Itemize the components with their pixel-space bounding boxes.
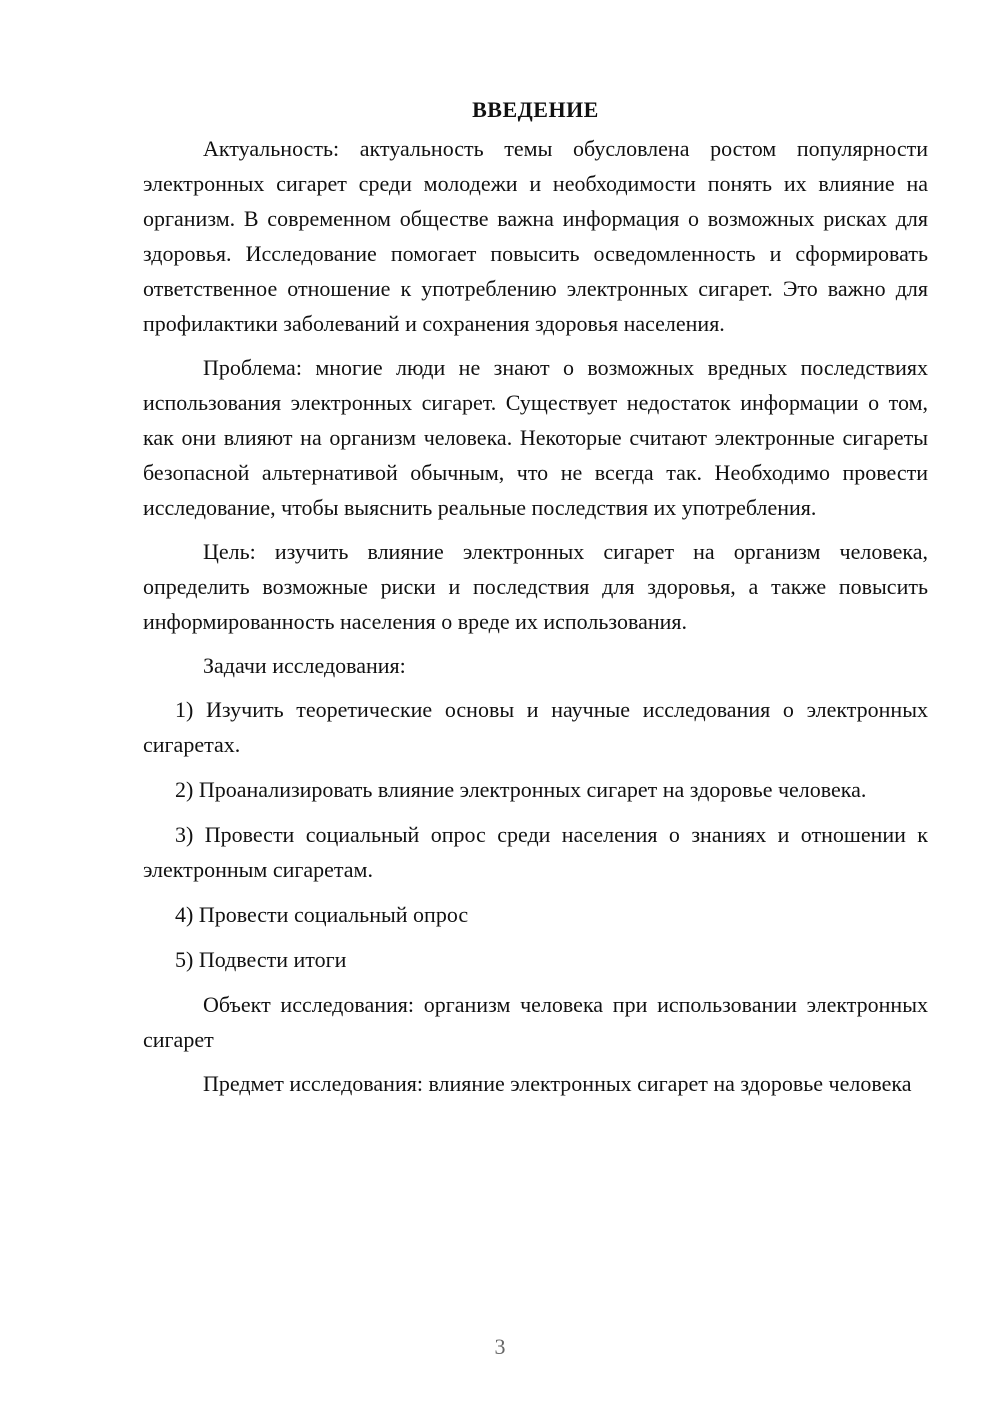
list-item: 1) Изучить теоретические основы и научные исследования о электронных сигаретах. (143, 697, 928, 757)
problem-paragraph: Проблема: многие люди не знают о возможных вредных последствиях использования электронных сигарет. Существует недостаток информации о том, как они влияют на организм человека. Некоторые считают электронные сигареты безопасной альтернативой обычным, что не всегда так. Необходимо провести исследование, чтобы выяснить реальные последствия их употребления. (143, 355, 928, 520)
page-title: ВВЕДЕНИЕ (472, 97, 599, 122)
tasks-list (143, 692, 928, 977)
tasks-heading: Задачи исследования: (203, 653, 406, 678)
subject-paragraph: Предмет исследования: влияние электронных сигарет на здоровье человека (203, 1071, 912, 1096)
list-item: 2) Проанализировать влияние электронных сигарет на здоровье человека. (175, 777, 867, 802)
page-number: 3 (494, 1334, 506, 1359)
list-item: 5) Подвести итоги (175, 947, 347, 972)
document-page (143, 95, 928, 1110)
goal-paragraph: Цель: изучить влияние электронных сигарет на организм человека, определить возможные риски и последствия для здоровья, а также повысить информированность населения о вреде их использования. (143, 539, 928, 634)
list-item: 4) Провести социальный опрос (175, 902, 469, 927)
object-paragraph: Объект исследования: организм человека при использовании электронных сигарет (143, 992, 928, 1052)
relevance-paragraph: Актуальность: актуальность темы обусловлена ростом популярности электронных сигарет среди молодежи и необходимости понять их влияние на организм. В современном обществе важна информация о возможных рисках для здоровья. Исследование помогает повысить осведомленность и сформировать ответственное отношение к употреблению электронных сигарет. Это важно для профилактики заболеваний и сохранения здоровья населения. (143, 136, 928, 336)
list-item: 3) Провести социальный опрос среди населения о знаниях и отношении к электронным сигаретам. (143, 822, 928, 882)
